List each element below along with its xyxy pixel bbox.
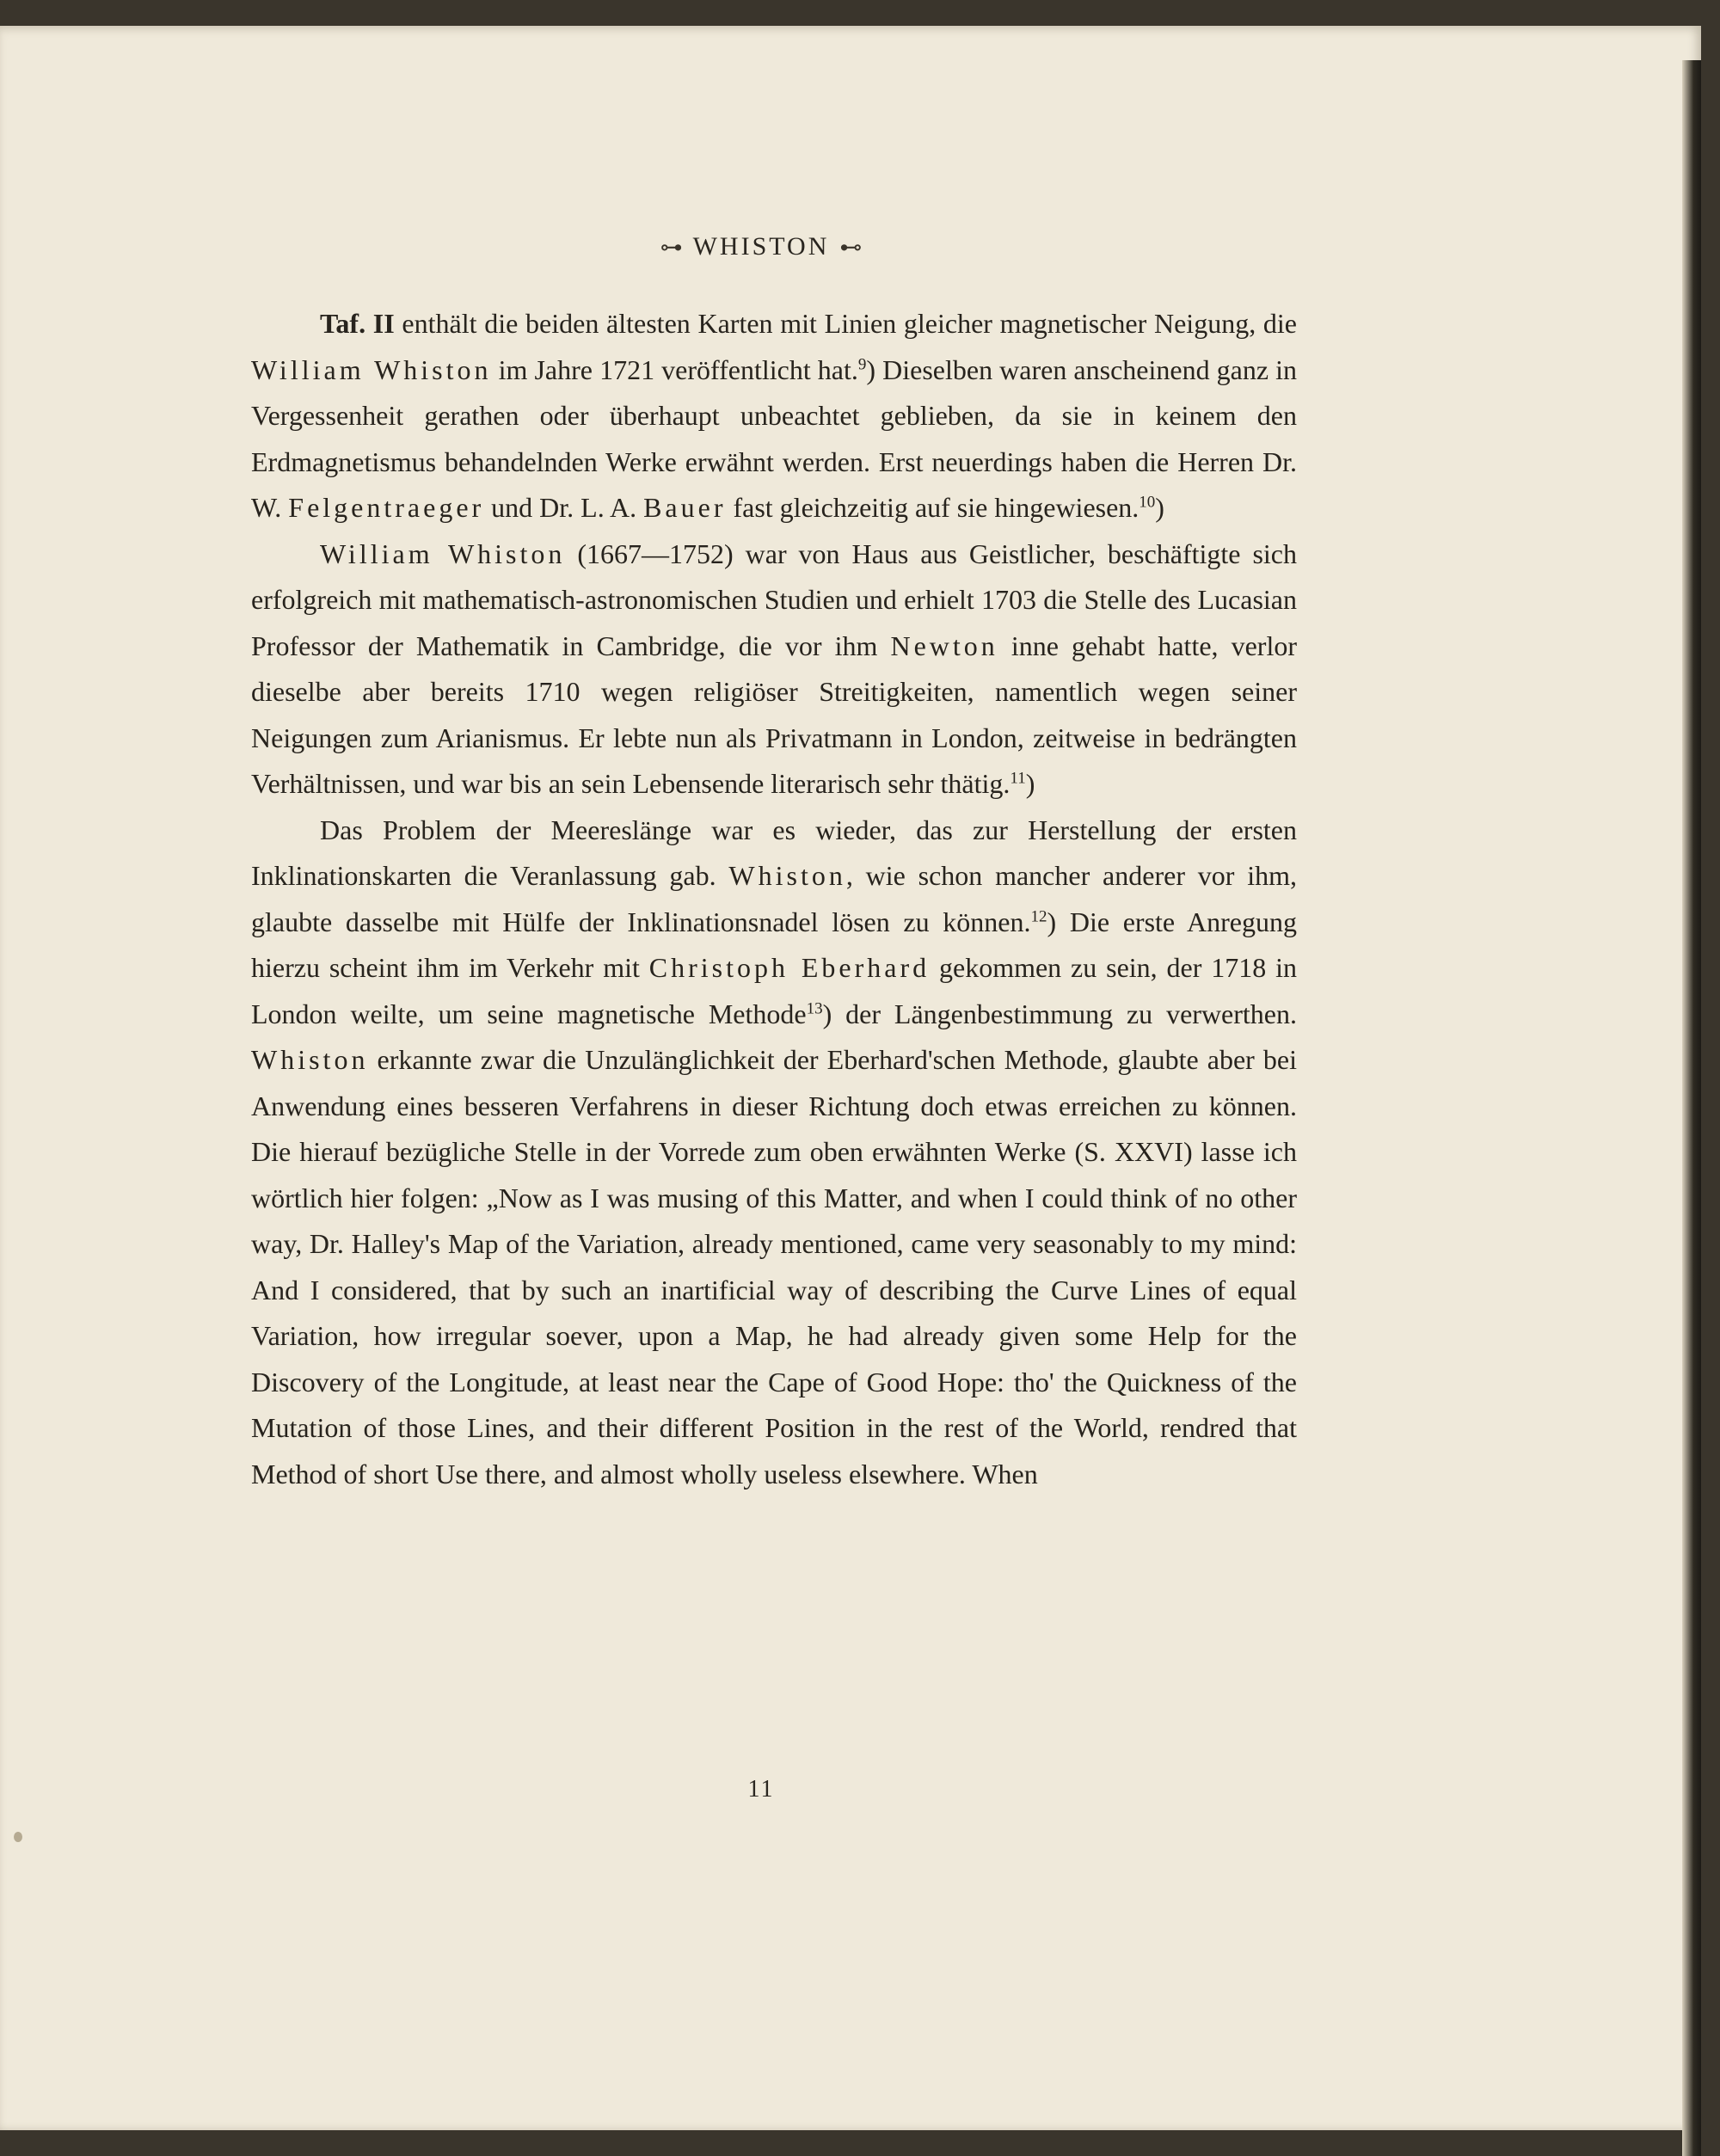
- paragraph-2: William Whiston (1667—1752) war von Haus aus Geistlicher, beschäftigte sich erfolgreich mit mathematisch-astronomischen Studien und erhielt 1703 die Stelle des Lucasian Professor der Mathematik in Cambridge, die vor ihm Newton inne gehabt hatte, verlor dieselbe aber bereits 1710 wegen religiöser Streitigkeiten, namentlich wegen seiner Neigungen zum Arianismus. Er lebte nun als Privatmann in London, zeitweise in bedrängten Verhältnissen, und war bis an sein Lebensende literarisch sehr thätig.$^{11}$): [251, 537, 1298, 799]
- footnote-mark: 13: [806, 998, 823, 1017]
- paragraph-3: Das Problem der Meereslänge war es wieder, das zur Herstellung der ersten Inklinationskarten die Veranlassung gab. Whiston, wie schon mancher anderer vor ihm, glaubte dasselbe mit Hülfe der Inklinationsnadel lösen zu können.$^{12}$) Die erste Anregung hierzu scheint ihm im Verkehr mit Christoph Eberhard gekommen zu sein, der 1718 in London weilte, um seine magnetische Methode$^{13}$) der Längenbestimmung zu verwerthen. Whiston erkannte zwar die Unzulänglichkeit der Eberhard'schen Methode, glaubte aber bei Anwendung eines besseren Verfahrens in dieser Richtung doch etwas erreichen zu können. Die hierauf bezügliche Stelle in der Vorrede zum oben erwähnten Werke (S. XXVI) lasse ich wörtlich hier folgen: „Now as I was musing of this Matter, and when I could think of no other way, Dr. Halley's Map of the Variation, already mentioned, came very seasonably to my mind: And I considered, that by such an inartificial way of describing the Curve Lines of equal Variation, how irregular soever, upon a Map, he had already given some Help for the Discovery of the Longitude, at least near the Cape of Good Hope: tho' the Quickness of the Mutation of those Lines, and their different Position in the rest of the World, rendred that Method of short Use there, and almost wholly useless elsewhere. When: [251, 814, 1298, 1490]
- spaced-name: Felgentraeger: [288, 492, 485, 523]
- spaced-name: William Whiston: [320, 537, 566, 569]
- paper-stain: [14, 1832, 22, 1842]
- footnote-mark: 9: [857, 354, 867, 373]
- running-head-title: WHISTON: [692, 232, 830, 261]
- footnote-mark: 12: [1030, 906, 1047, 925]
- footnote-mark: 10: [1139, 493, 1156, 512]
- page-edge-shadow: [1682, 60, 1701, 2156]
- running-head: [0, 232, 1522, 261]
- spaced-name: Bauer: [643, 492, 727, 523]
- spaced-name: Whiston: [728, 860, 846, 891]
- book-page: [0, 26, 1701, 2130]
- left-ornament-icon: ⊶: [660, 235, 683, 260]
- spaced-name: William Whiston: [251, 353, 492, 385]
- spaced-name: Christoph Eberhard: [648, 952, 931, 983]
- spaced-name: Whiston: [251, 1044, 369, 1075]
- right-ornament-icon: ⊷: [839, 235, 863, 260]
- paragraph-1: Taf. II enthält die beiden ältesten Karten mit Linien gleicher magnetischer Neigung, die William Whiston im Jahre 1721 veröffentlicht hat.$^9$) Dieselben waren anscheinend ganz in Vergessenheit gerathen oder überhaupt unbeachtet geblieben, da sie in keinem den Erdmagnetismus behandelnden Werke erwähnt werden. Erst neuerdings haben die Herren Dr. W. Felgentraeger und Dr. L. A. Bauer fast gleichzeitig auf sie hingewiesen.$^{10}$): [251, 308, 1298, 523]
- footnote-mark: 11: [1010, 769, 1026, 788]
- page-number: 11: [747, 1776, 775, 1803]
- body-text: [251, 301, 1297, 1497]
- plate-reference: Taf. II: [320, 308, 395, 339]
- spaced-name: Newton: [890, 630, 998, 661]
